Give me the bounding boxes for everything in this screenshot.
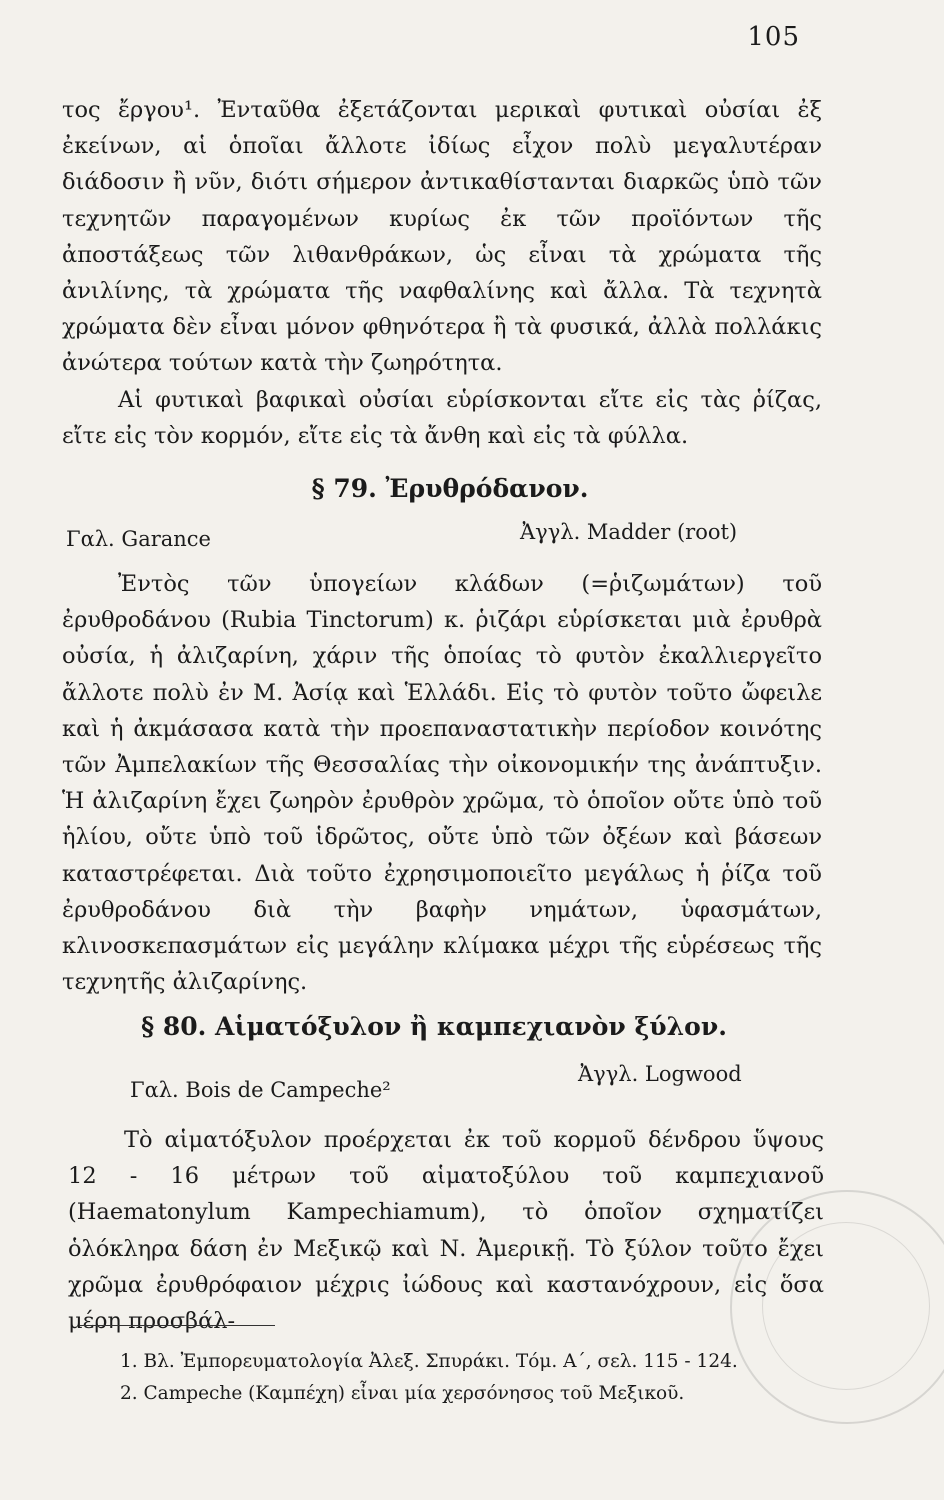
footnote-divider — [80, 1325, 275, 1326]
section-79-english-name: Ἀγγλ. Madder (root) — [520, 520, 738, 544]
page-number: 105 — [747, 22, 800, 52]
intro-text — [62, 92, 822, 454]
section-79-title: § 79. Ἐρυθρόδανον. — [311, 474, 589, 503]
library-stamp-inner-ring — [762, 1222, 930, 1390]
section-80-title: § 80. Αἱματόξυλον ἢ καμπεχιανὸν ξύλον. — [141, 1012, 727, 1041]
intro-paragraph-1: τος ἔργου¹. Ἐνταῦθα ἐξετάζονται μερικαὶ φυτικαὶ οὐσίαι ἐξ ἐκείνων, αἱ ὁποῖαι ἄλλοτε ἰδίως εἶχον πολὺ μεγαλυτέραν διάδοσιν ἢ νῦν, διότι σήμερον ἀντικαθίστανται διαρκῶς ὑπὸ τῶν τεχνητῶν παραγομένων κυρίως ἐκ τῶν προϊόντων τῆς ἀποστάξεως τῶν λιθανθράκων, ὡς εἶναι τὰ χρώματα τῆς ἀνιλίνης, τὰ χρώματα τῆς ναφθαλίνης καὶ ἄλλα. Τὰ τεχνητὰ χρώματα δὲν εἶναι μόνον φθηνότερα ἢ τὰ φυσικά, ἀλλὰ πολλάκις ἀνώτερα τούτων κατὰ τὴν ζωηρότητα. — [62, 97, 822, 377]
section-80-english-name: Ἀγγλ. Logwood — [578, 1062, 742, 1086]
section-79-french-name: Γαλ. Garance — [66, 527, 211, 551]
footnotes — [120, 1346, 820, 1410]
section-80-text — [68, 1122, 824, 1339]
section-79-text — [62, 566, 822, 1000]
section-79-paragraph: Ἐντὸς τῶν ὑπογείων κλάδων (=ῥιζωμάτων) τοῦ ἐρυθροδάνου (Rubia Tinctorum) κ. ῥιζάρι εὑρίσκεται μιὰ ἐρυθρὰ οὐσία, ἡ ἀλιζαρίνη, χάριν τῆς ὁποίας τὸ φυτὸν ἐκαλλιεργεῖτο ἄλλοτε πολὺ ἐν Μ. Ἀσίᾳ καὶ Ἑλλάδι. Εἰς τὸ φυτὸν τοῦτο ὤφειλε καὶ ἡ ἀκμάσασα κατὰ τὴν προεπαναστατικὴν περίοδον κοινότης τῶν Ἀμπελακίων τῆς Θεσσαλίας τὴν οἰκονομικήν της ἀνάπτυξιν. Ἡ ἀλιζαρίνη ἔχει ζωηρὸν ἐρυθρὸν χρῶμα, τὸ ὁποῖον οὔτε ὑπὸ τοῦ ἡλίου, οὔτε ὑπὸ τοῦ ἱδρῶτος, οὔτε ὑπὸ τῶν ὀξέων καὶ βάσεων καταστρέφεται. Διὰ τοῦτο ἐχρησιμοποιεῖτο μεγάλως ἡ ῥίζα τοῦ ἐρυθροδάνου διὰ τὴν βαφὴν νημάτων, ὑφασμάτων, κλινοσκεπασμάτων εἰς μεγάλην κλίμακα μέχρι τῆς εὑρέσεως τῆς τεχνητῆς ἀλιζαρίνης. — [62, 571, 822, 996]
intro-paragraph-2: Αἱ φυτικαὶ βαφικαὶ οὐσίαι εὑρίσκονται εἴτε εἰς τὰς ῥίζας, εἴτε εἰς τὸν κορμόν, εἴτε εἰς τὰ ἄνθη καὶ εἰς τὰ φύλλα. — [62, 386, 822, 449]
footnote-1: 1. Βλ. Ἐμπορευματολογία Ἀλεξ. Σπυράκι. Τόμ. Α΄, σελ. 115 - 124. — [120, 1351, 738, 1372]
section-80-french-name: Γαλ. Bois de Campeche² — [130, 1078, 391, 1102]
footnote-2: 2. Campeche (Καμπέχη) εἶναι μία χερσόνησος τοῦ Μεξικοῦ. — [120, 1383, 685, 1404]
section-80-paragraph: Τὸ αἱματόξυλον προέρχεται ἐκ τοῦ κορμοῦ δένδρου ὕψους 12 - 16 μέτρων τοῦ αἱματοξύλου τοῦ καμπεχιανοῦ (Haematonylum Kampechiamum), τὸ ὁποῖον σχηματίζει ὁλόκληρα δάση ἐν Μεξικῷ καὶ Ν. Ἀμερικῇ. Τὸ ξύλον τοῦτο ἔχει χρῶμα ἐρυθρόφαιον μέχρις ἰώδους καὶ καστανόχρουν, εἰς ὅσα μέρη προσβάλ- — [68, 1127, 824, 1335]
